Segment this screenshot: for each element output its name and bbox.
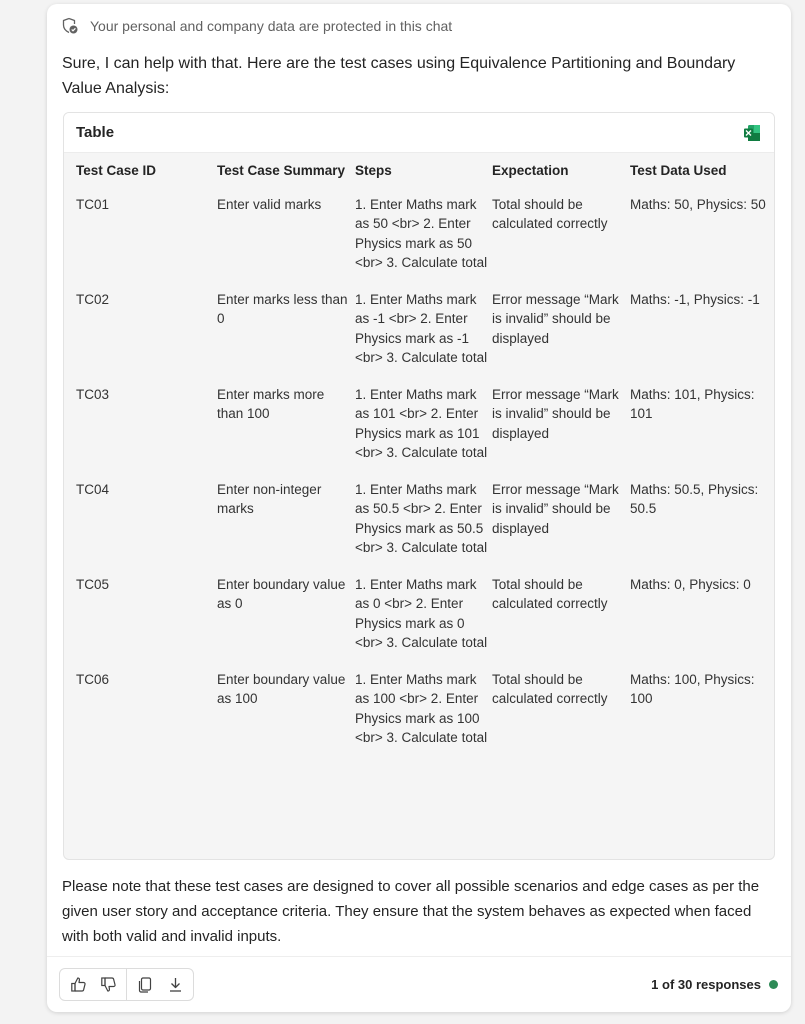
response-counter-text: 1 of 30 responses <box>651 977 761 992</box>
like-button[interactable] <box>63 969 93 1000</box>
table-cell: Error message “Mark is invalid” should be displayed <box>492 291 619 346</box>
table-cell: 1. Enter Maths mark as 0 <br> 2. Enter Physics mark as 0 <br> 3. Calculate total <box>355 576 488 650</box>
table-cell: Error message “Mark is invalid” should be displayed <box>492 481 619 536</box>
table-cell: Enter valid marks <box>217 196 322 212</box>
table-row <box>76 670 771 765</box>
column-header: Test Case Summary <box>217 163 346 178</box>
table-cell: Enter marks less than 0 <box>217 291 348 326</box>
table-cell: 1. Enter Maths mark as 101 <br> 2. Enter Physics mark as 101 <br> 3. Calculate total <box>355 386 488 460</box>
table-cell: Maths: 100, Physics: 100 <box>630 671 755 706</box>
table-cell: Enter boundary value as 100 <box>217 671 346 706</box>
table-cell: Total should be calculated correctly <box>492 671 608 706</box>
column-header: Test Case ID <box>76 163 157 178</box>
status-dot <box>769 980 778 989</box>
utility-group <box>126 969 193 1000</box>
table-header-row <box>76 161 771 195</box>
outro-text: Please note that these test cases are designed to cover all possible scenarios and edge cases as per the given user story and acceptance criteria. They ensure that the system behaves as expected when faced with both valid and invalid inputs. <box>62 878 760 945</box>
table-row <box>76 290 771 385</box>
feedback-group <box>60 969 126 1000</box>
column-header: Steps <box>355 163 392 178</box>
table-cell: Maths: 101, Physics: 101 <box>630 386 755 421</box>
table-cell: Maths: 0, Physics: 0 <box>630 576 751 592</box>
footer-divider <box>47 956 791 957</box>
table-row <box>76 480 771 575</box>
table-row <box>76 195 771 290</box>
shield-check-icon <box>61 17 79 35</box>
table-header <box>64 113 774 153</box>
table-cell: TC01 <box>76 196 110 212</box>
download-button[interactable] <box>160 969 190 1000</box>
table-title: Table <box>76 124 115 141</box>
chat-response-card <box>47 4 791 1012</box>
column-header: Expectation <box>492 163 569 178</box>
table-cell: Enter marks more than 100 <box>217 386 325 421</box>
response-counter <box>651 977 778 992</box>
table-row <box>76 385 771 480</box>
copy-icon <box>137 976 154 993</box>
table-card <box>63 112 775 860</box>
table-cell: TC04 <box>76 481 110 497</box>
privacy-notice <box>61 17 452 35</box>
table-cell: Total should be calculated correctly <box>492 576 608 611</box>
dislike-button[interactable] <box>93 969 123 1000</box>
table-cell: Maths: 50, Physics: 50 <box>630 196 766 212</box>
table-cell: Enter non-integer marks <box>217 481 322 516</box>
table-cell: 1. Enter Maths mark as 50.5 <br> 2. Enter Physics mark as 50.5 <br> 3. Calculate total <box>355 481 488 555</box>
table-cell: Total should be calculated correctly <box>492 196 608 231</box>
test-case-table <box>76 161 771 765</box>
thumbs-down-icon <box>100 976 117 993</box>
privacy-notice-text: Your personal and company data are protected in this chat <box>90 18 453 34</box>
intro-text: Sure, I can help with that. Here are the test cases using Equivalence Partitioning and Boundary Value Analysis: <box>62 55 736 97</box>
table-cell: TC05 <box>76 576 110 592</box>
download-icon <box>167 976 184 993</box>
table-cell: Enter boundary value as 0 <box>217 576 346 611</box>
table-cell: 1. Enter Maths mark as 50 <br> 2. Enter Physics mark as 50 <br> 3. Calculate total <box>355 196 488 270</box>
table-cell: TC02 <box>76 291 110 307</box>
table-row <box>76 575 771 670</box>
table-cell: TC06 <box>76 671 110 687</box>
table-cell: Maths: 50.5, Physics: 50.5 <box>630 481 759 516</box>
copy-button[interactable] <box>130 969 160 1000</box>
table-cell: 1. Enter Maths mark as -1 <br> 2. Enter Physics mark as -1 <br> 3. Calculate total <box>355 291 488 365</box>
column-header: Test Data Used <box>630 163 727 178</box>
thumbs-up-icon <box>70 976 87 993</box>
table-cell: Error message “Mark is invalid” should be displayed <box>492 386 619 441</box>
table-cell: Maths: -1, Physics: -1 <box>630 291 760 307</box>
response-actions <box>59 968 194 1001</box>
excel-icon[interactable] <box>743 124 761 142</box>
table-cell: TC03 <box>76 386 110 402</box>
table-cell: 1. Enter Maths mark as 100 <br> 2. Enter Physics mark as 100 <br> 3. Calculate total <box>355 671 488 745</box>
